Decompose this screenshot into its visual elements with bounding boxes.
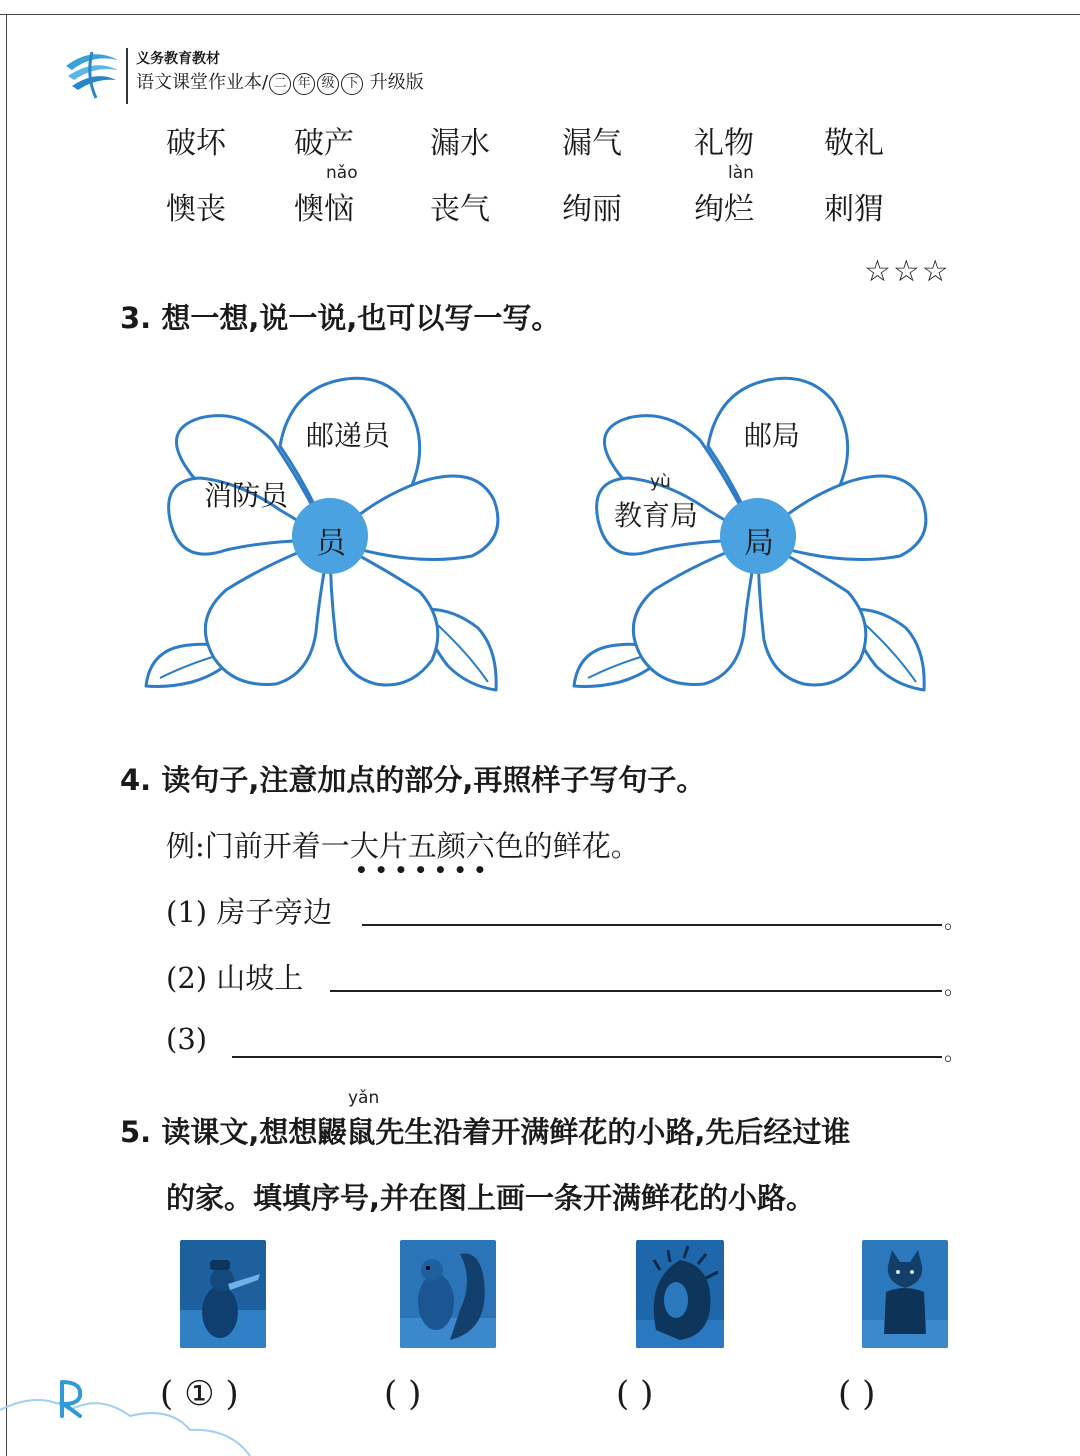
answer-line-1[interactable] <box>362 924 942 926</box>
publisher-logo <box>62 46 122 102</box>
question-4 <box>120 758 705 799</box>
question-number: 3. <box>120 301 152 335</box>
petal-label: 教育局 <box>614 499 699 532</box>
order-answer-2[interactable]: ( ) <box>384 1374 422 1414</box>
header-divider <box>126 48 128 104</box>
emphasis-dots: • • • • • • • <box>355 858 487 882</box>
flower-center-label: 局 <box>744 526 774 561</box>
petal-label: 邮局 <box>744 419 801 452</box>
period-mark: 。 <box>944 909 967 934</box>
book-title-suffix: 升级版 <box>364 72 424 93</box>
word-item: 礼物 <box>694 126 754 161</box>
question-text: 读句子,注意加点的部分,再照样子写句子。 <box>161 763 706 797</box>
fox-picture <box>862 1240 948 1348</box>
flower-center-label: 员 <box>316 526 346 561</box>
word-item: 破坏 <box>166 126 226 161</box>
answer-line-2[interactable] <box>330 990 942 992</box>
answer-line-3[interactable] <box>232 1056 942 1058</box>
word-item: 绚丽 <box>562 192 622 227</box>
page-border-left <box>6 14 7 1456</box>
pinyin-yan: yǎn <box>348 1088 380 1108</box>
word-item: 丧气 <box>430 192 490 227</box>
word-item: 刺猬 <box>824 192 884 227</box>
mole-picture <box>180 1240 266 1348</box>
word-item: 敬礼 <box>824 126 884 161</box>
series-title: 义务教育教材 <box>136 51 220 67</box>
pinyin-lan: làn <box>728 163 754 183</box>
sentence-prompt-1: (1) 房子旁边 <box>166 895 333 929</box>
pinyin-nao: nǎo <box>326 163 358 183</box>
question-5-line-2: 的家。填填序号,并在图上画一条开满鲜花的小路。 <box>166 1181 816 1215</box>
question-text: 想一想,说一说,也可以写一写。 <box>161 301 561 335</box>
order-answer-4[interactable]: ( ) <box>838 1374 876 1414</box>
grade-circle: 二 <box>269 73 291 95</box>
word-item: 懊丧 <box>166 192 226 227</box>
word-item: 绚烂 <box>694 192 754 227</box>
book-title-prefix: 语文课堂作业本/ <box>136 72 269 93</box>
grade-circle: 下 <box>341 73 363 95</box>
petal-label: 邮递员 <box>306 419 391 452</box>
book-title <box>136 68 424 95</box>
question-number: 4. <box>120 763 152 797</box>
word-item: 懊恼 <box>294 192 354 227</box>
pinyin-yu: yù <box>650 472 671 492</box>
difficulty-stars: ☆☆☆ <box>864 254 951 289</box>
hedgehog-picture <box>636 1240 724 1348</box>
question-5 <box>120 1110 850 1151</box>
question-text: 读课文,想想鼹鼠先生沿着开满鲜花的小路,先后经过谁 <box>161 1115 851 1149</box>
period-mark: 。 <box>944 1041 967 1066</box>
question-number: 5. <box>120 1115 152 1149</box>
squirrel-picture <box>400 1240 496 1348</box>
sentence-prompt-2: (2) 山坡上 <box>166 961 304 995</box>
order-answer-1[interactable]: ( ① ) <box>160 1374 239 1414</box>
grade-circle: 级 <box>317 73 339 95</box>
word-item: 漏水 <box>430 126 490 161</box>
word-item: 漏气 <box>562 126 622 161</box>
page-border-top <box>0 14 1080 15</box>
cloud-decoration <box>0 1370 270 1456</box>
question-3 <box>120 296 560 337</box>
period-mark: 。 <box>944 975 967 1000</box>
grade-circle: 年 <box>293 73 315 95</box>
order-answer-3[interactable]: ( ) <box>616 1374 654 1414</box>
example-sentence: 例:门前开着一大片五颜六色的鲜花。 <box>166 829 640 863</box>
petal-label: 消防员 <box>204 479 289 512</box>
sentence-prompt-3: (3) <box>166 1022 208 1056</box>
word-item: 破产 <box>294 126 354 161</box>
